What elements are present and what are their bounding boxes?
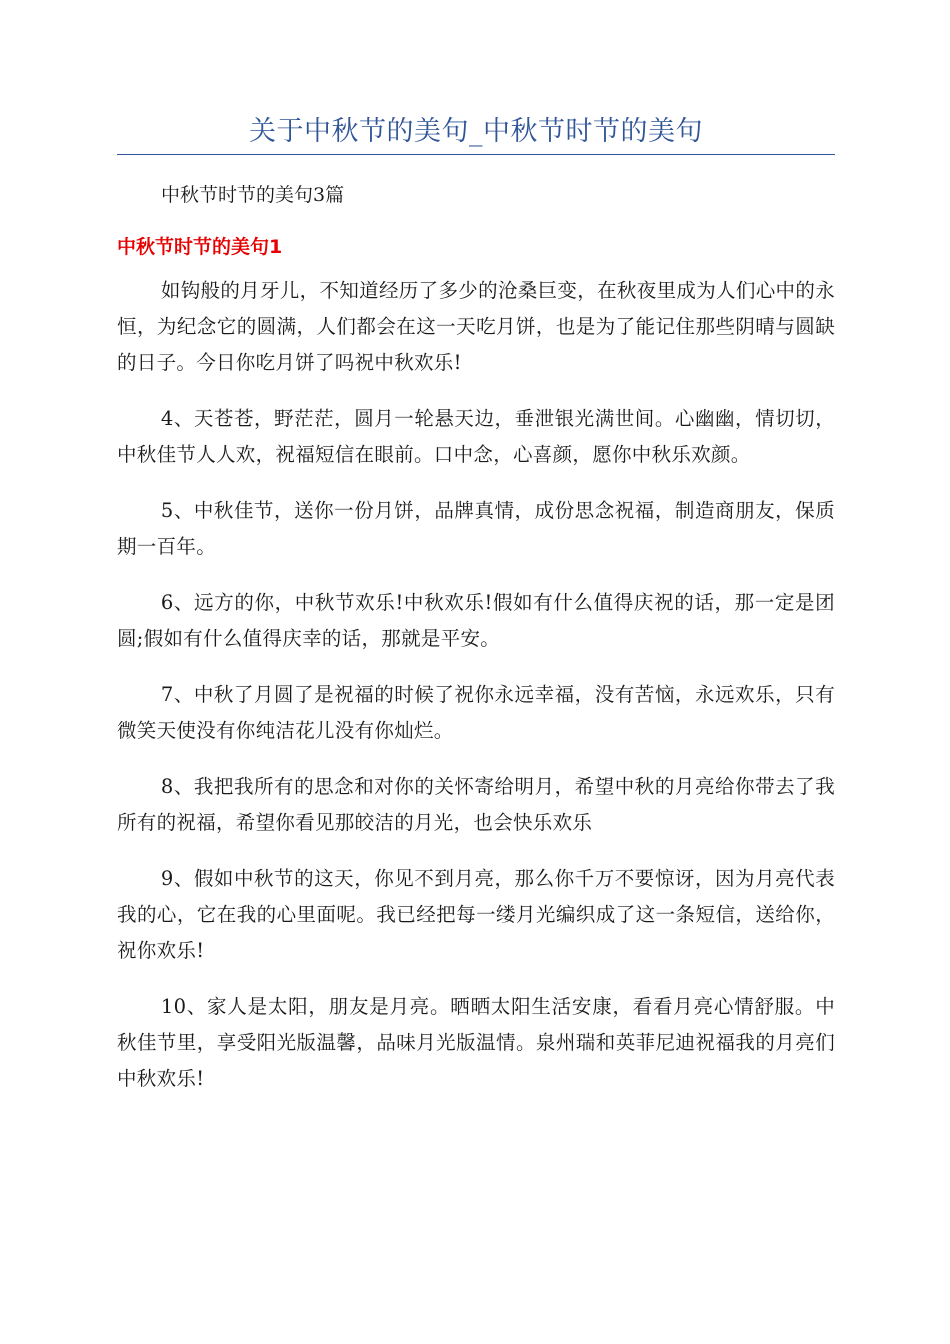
paragraph: 5、中秋佳节，送你一份月饼，品牌真情，成份思念祝福，制造商朋友，保质期一百年。 [117, 499, 835, 558]
paragraph: 10、家人是太阳，朋友是月亮。晒晒太阳生活安康，看看月亮心情舒服。中秋佳节里，享受阳光版温馨，品味月光版温情。泉州瑞和英菲尼迪祝福我的月亮们中秋欢乐! [117, 995, 835, 1090]
paragraph: 4、天苍苍，野茫茫，圆月一轮悬天边，垂泄银光满世间。心幽幽，情切切，中秋佳节人人欢，祝福短信在眼前。口中念，心喜颜，愿你中秋乐欢颜。 [117, 407, 835, 466]
section-heading: 中秋节时节的美句1 [117, 236, 283, 258]
paragraph: 8、我把我所有的思念和对你的关怀寄给明月，希望中秋的月亮给你带去了我所有的祝福，希望你看见那皎洁的月光，也会快乐欢乐 [117, 775, 835, 834]
paragraph: 9、假如中秋节的这天，你见不到月亮，那么你千万不要惊讶，因为月亮代表我的心，它在我的心里面呢。我已经把每一缕月光编织成了这一条短信，送给你，祝你欢乐! [117, 867, 835, 962]
document-title: 关于中秋节的美句_中秋节时节的美句 [249, 116, 703, 147]
document-subtitle: 中秋节时节的美句3篇 [161, 184, 345, 206]
document-page [117, 0, 835, 1097]
paragraph: 7、中秋了月圆了是祝福的时候了祝你永远幸福，没有苦恼，永远欢乐，只有微笑天使没有你纯洁花儿没有你灿烂。 [117, 683, 835, 742]
paragraph: 如钩般的月牙儿，不知道经历了多少的沧桑巨变，在秋夜里成为人们心中的永恒，为纪念它的圆满，人们都会在这一天吃月饼，也是为了能记住那些阴晴与圆缺的日子。今日你吃月饼了吗祝中秋欢乐! [117, 279, 835, 374]
title-underline [117, 154, 835, 155]
paragraph: 6、远方的你，中秋节欢乐!中秋欢乐!假如有什么值得庆祝的话，那一定是团圆;假如有什么值得庆幸的话，那就是平安。 [117, 591, 835, 650]
body-paragraphs [117, 273, 835, 1097]
